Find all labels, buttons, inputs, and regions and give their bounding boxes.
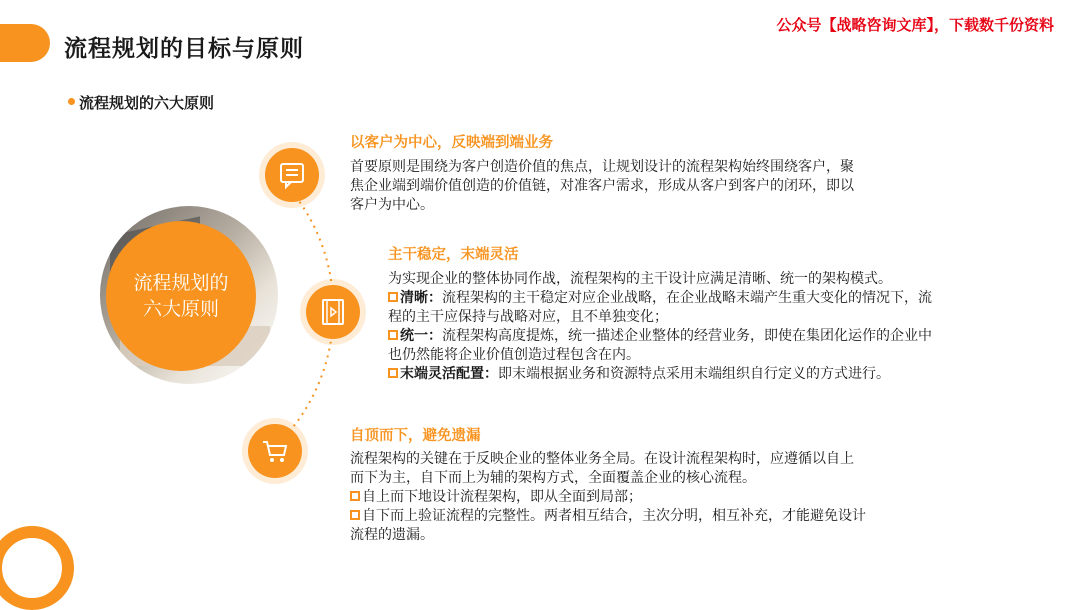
section-1-line: 首要原则是围绕为客户创造价值的焦点，让规划设计的流程架构始终围绕客户，聚: [350, 159, 854, 175]
item-text: 自下而上验证流程的完整性。两者相互结合，主次分明，相互补充，才能避免设计: [362, 508, 866, 524]
section-2-title: 主干稳定，末端灵活: [388, 247, 519, 263]
checkbox-square-icon: [388, 330, 398, 340]
checkbox-square-icon: [350, 491, 360, 501]
subheading-text: 流程规划的六大原则: [79, 94, 215, 112]
section-3-item: [350, 488, 866, 507]
section-3-body: [350, 450, 866, 545]
promo-text: 公众号【战略咨询文库】，下载数千份资料: [776, 16, 1054, 34]
section-2-body: [388, 270, 932, 384]
item-text: 流程架构的主干稳定对应企业战略，在企业战略末端产生重大变化的情况下，流: [442, 290, 932, 306]
item-label: 统一：: [400, 328, 442, 344]
section-3-line: 而下为主，自下而上为辅的架构方式，全面覆盖企业的核心流程。: [350, 470, 756, 486]
center-text-line2: 六大原则: [142, 298, 219, 320]
section-3-item: [350, 507, 866, 526]
center-circle: [106, 221, 256, 371]
chat-icon: [265, 148, 319, 202]
film-icon: [306, 285, 360, 339]
section-3-tail: 流程的遗漏。: [350, 527, 434, 543]
section-1-body: [350, 158, 854, 215]
checkbox-square-icon: [388, 368, 398, 378]
section-2-item-cont: 也仍然能将企业价值创造过程包含在内。: [388, 347, 640, 363]
item-text: 流程架构高度提炼，统一描述企业整体的经营业务，即使在集团化运作的企业中: [442, 328, 932, 344]
center-text-line1: 流程规划的: [133, 272, 229, 294]
checkbox-square-icon: [350, 510, 360, 520]
page-title: 流程规划的目标与原则: [64, 36, 304, 62]
section-1-line: 客户为中心。: [350, 197, 434, 213]
cart-icon: [248, 424, 302, 478]
section-3-line: 流程架构的关键在于反映企业的整体业务全局。在设计流程架构时，应遵循以自上: [350, 451, 854, 467]
section-2-intro: 为实现企业的整体协同作战，流程架构的主干设计应满足清晰、统一的架构模式。: [388, 271, 892, 287]
section-1-title: 以客户为中心，反映端到端业务: [350, 135, 553, 151]
item-text: 即末端根据业务和资源特点采用末端组织自行定义的方式进行。: [498, 366, 890, 382]
section-3-title: 自顶而下，避免遗漏: [350, 428, 481, 444]
item-label: 末端灵活配置：: [400, 366, 498, 382]
item-text: 自上而下地设计流程架构，即从全面到局部；: [362, 489, 642, 505]
checkbox-square-icon: [388, 292, 398, 302]
section-1-line: 焦企业端到端价值创造的价值链，对准客户需求，形成从客户到客户的闭环，即以: [350, 178, 854, 194]
item-label: 清晰：: [400, 290, 442, 306]
section-2-item: [388, 365, 932, 384]
section-2-item-cont: 程的主干应保持与战略对应，且不单独变化；: [388, 309, 668, 325]
section-2-item: [388, 327, 932, 346]
section-2-item: [388, 289, 932, 308]
